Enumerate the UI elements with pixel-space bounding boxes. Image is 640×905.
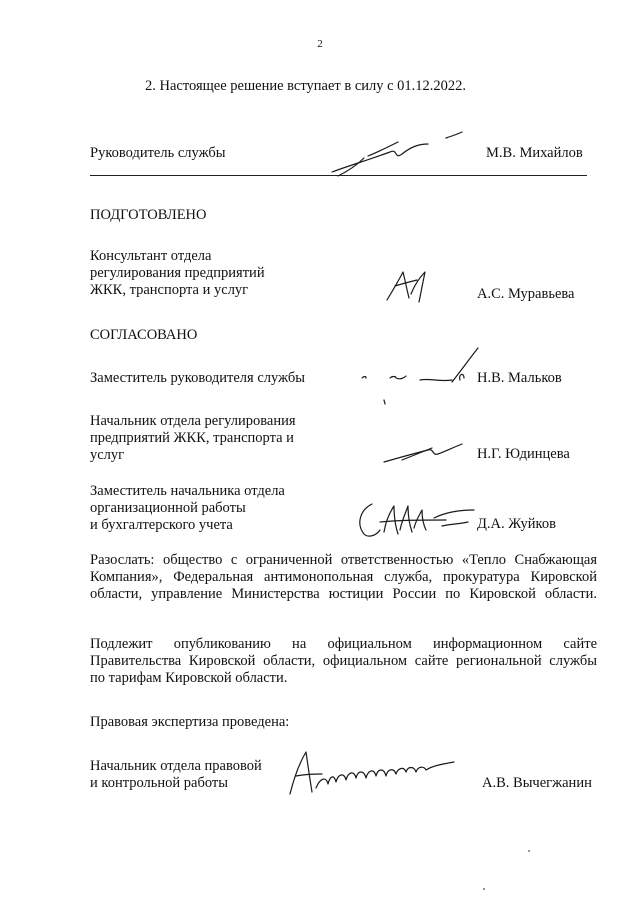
distribution-line-2: Компания», Федеральная антимонопольная служба, прокуратура Кировской — [90, 569, 597, 585]
prepared-position: Консультант отдела регулирования предприятий ЖКК, транспорта и услуг — [90, 248, 265, 298]
agreed-signature-2 — [382, 440, 467, 468]
publication-line-2: Правительства Кировской области, официальном сайте региональной службы — [90, 653, 597, 669]
legal-signature — [286, 748, 466, 798]
legal-heading: Правовая экспертиза проведена: — [90, 714, 290, 730]
agreed-position-2: Начальник отдела регулирования предприятий ЖКК, транспорта и услуг — [90, 413, 296, 463]
decision-effective-date: 2. Настоящее решение вступает в силу с 01.12.2022. — [145, 78, 467, 94]
head-position: Руководитель службы — [90, 145, 226, 161]
prepared-signature — [383, 264, 433, 308]
scan-speck — [528, 850, 530, 852]
scan-speck — [483, 888, 485, 890]
prepared-heading: ПОДГОТОВЛЕНО — [90, 207, 207, 223]
agreed-name-1: Н.В. Мальков — [477, 370, 562, 386]
agreed-name-3: Д.А. Жуйков — [477, 516, 556, 532]
distribution-line-1: Разослать: общество с ограниченной ответственностью «Тепло Снабжающая — [90, 552, 597, 568]
publication-line-1: Подлежит опубликованию на официальном информационном сайте — [90, 636, 597, 652]
head-name: М.В. Михайлов — [486, 145, 583, 161]
prepared-name: А.С. Муравьева — [477, 286, 575, 302]
agreed-signature-3 — [350, 498, 480, 548]
agreed-position-3: Заместитель начальника отдела организационной работы и бухгалтерского учета — [90, 483, 285, 533]
agreed-signature-1 — [360, 344, 485, 404]
agreed-name-2: Н.Г. Юдинцева — [477, 446, 570, 462]
page-number: 2 — [317, 38, 323, 50]
legal-name: А.В. Вычегжанин — [482, 775, 592, 791]
agreed-heading: СОГЛАСОВАНО — [90, 327, 198, 343]
legal-position: Начальник отдела правовой и контрольной работы — [90, 758, 262, 791]
distribution-block — [90, 552, 597, 603]
publication-block — [90, 636, 597, 687]
distribution-line-3: области, управление Министерства юстиции России по Кировской области. — [90, 586, 597, 602]
publication-line-3: по тарифам Кировской области. — [90, 670, 288, 686]
head-signature — [328, 130, 468, 180]
agreed-position-1: Заместитель руководителя службы — [90, 370, 306, 386]
